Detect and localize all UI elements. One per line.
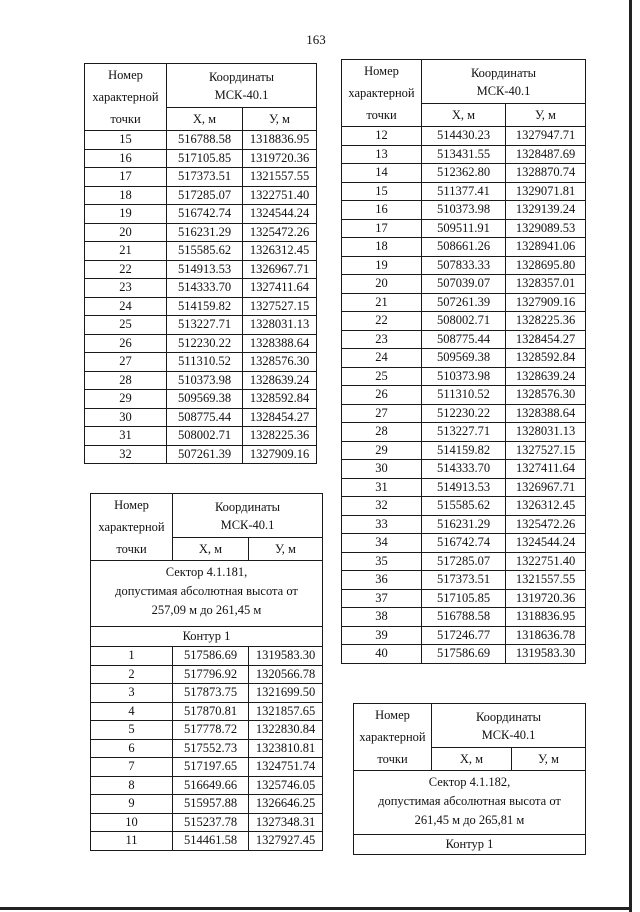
y-coordinate-cell: 1327411.64: [243, 279, 317, 298]
y-coordinate-cell: 1328031.13: [243, 316, 317, 335]
table-row: [342, 386, 586, 405]
y-coordinate-cell: 1327909.16: [506, 293, 586, 312]
point-number-header: Номер характерной точки: [85, 64, 167, 131]
x-coordinate-cell: 507261.39: [167, 445, 243, 464]
table-row: [342, 238, 586, 257]
coordinates-table-3: [341, 59, 586, 664]
table-row: [342, 571, 586, 590]
y-coordinate-cell: 1320566.78: [249, 665, 323, 684]
point-number-cell: 18: [342, 238, 422, 257]
x-coordinate-cell: 511310.52: [422, 386, 506, 405]
point-number-cell: 13: [342, 145, 422, 164]
y-coordinate-cell: 1329089.53: [506, 219, 586, 238]
y-coordinate-cell: 1321857.65: [249, 702, 323, 721]
y-coordinate-cell: 1328639.24: [506, 367, 586, 386]
table-row: [85, 223, 317, 242]
table-row: [91, 739, 323, 758]
y-coordinate-cell: 1319720.36: [506, 589, 586, 608]
table-row: [342, 164, 586, 183]
x-coordinate-cell: 508775.44: [167, 408, 243, 427]
table-row: [91, 813, 323, 832]
y-coordinate-cell: 1325746.05: [249, 776, 323, 795]
table-row: [91, 665, 323, 684]
point-number-cell: 33: [342, 515, 422, 534]
x-column-header: Х, м: [432, 748, 512, 771]
point-number-cell: 30: [85, 408, 167, 427]
x-coordinate-cell: 514913.53: [422, 478, 506, 497]
x-coordinate-cell: 516742.74: [422, 534, 506, 553]
coordinates-table-4: [353, 703, 586, 855]
point-number-cell: 22: [342, 312, 422, 331]
x-column-header: Х, м: [173, 538, 249, 561]
page-edge-bottom: [0, 907, 632, 910]
y-coordinate-cell: 1328225.36: [506, 312, 586, 331]
x-coordinate-cell: 517552.73: [173, 739, 249, 758]
table-row: [91, 702, 323, 721]
point-number-cell: 1: [91, 647, 173, 666]
point-number-cell: 21: [85, 242, 167, 261]
y-coordinate-cell: 1321557.55: [506, 571, 586, 590]
table-row: [342, 275, 586, 294]
table-row: [85, 242, 317, 261]
x-coordinate-cell: 517796.92: [173, 665, 249, 684]
x-coordinate-cell: 512230.22: [167, 334, 243, 353]
table-row: [342, 256, 586, 275]
point-number-cell: 37: [342, 589, 422, 608]
x-coordinate-cell: 512230.22: [422, 404, 506, 423]
table-row: [85, 445, 317, 464]
table-row: [342, 312, 586, 331]
y-column-header: У, м: [243, 108, 317, 131]
table-row: [91, 776, 323, 795]
x-coordinate-cell: 510373.98: [167, 371, 243, 390]
point-number-cell: 11: [91, 832, 173, 851]
x-coordinate-cell: 507261.39: [422, 293, 506, 312]
table-row: [342, 645, 586, 664]
y-coordinate-cell: 1318836.95: [243, 131, 317, 150]
x-coordinate-cell: 516231.29: [422, 515, 506, 534]
table-row: [91, 721, 323, 740]
x-coordinate-cell: 515585.62: [422, 497, 506, 516]
y-coordinate-cell: 1324751.74: [249, 758, 323, 777]
y-coordinate-cell: 1326312.45: [506, 497, 586, 516]
x-coordinate-cell: 515957.88: [173, 795, 249, 814]
point-number-cell: 26: [342, 386, 422, 405]
y-coordinate-cell: 1328870.74: [506, 164, 586, 183]
point-number-cell: 22: [85, 260, 167, 279]
x-coordinate-cell: 508002.71: [422, 312, 506, 331]
y-coordinate-cell: 1328576.30: [506, 386, 586, 405]
sector-description: Сектор 4.1.181, допустимая абсолютная высота от 257,09 м до 261,45 м: [91, 561, 323, 627]
x-coordinate-cell: 508775.44: [422, 330, 506, 349]
table-row: [342, 497, 586, 516]
point-number-cell: 24: [85, 297, 167, 316]
table-row: [342, 367, 586, 386]
x-coordinate-cell: 514333.70: [422, 460, 506, 479]
x-coordinate-cell: 516649.66: [173, 776, 249, 795]
point-number-cell: 27: [85, 353, 167, 372]
x-coordinate-cell: 517586.69: [422, 645, 506, 664]
table-row: [342, 589, 586, 608]
point-number-header: Номер характерной точки: [91, 494, 173, 561]
point-number-cell: 29: [85, 390, 167, 409]
point-number-cell: 25: [342, 367, 422, 386]
y-coordinate-cell: 1322751.40: [506, 552, 586, 571]
coordinates-table-2: [90, 493, 323, 851]
y-coordinate-cell: 1327927.45: [249, 832, 323, 851]
y-coordinate-cell: 1328639.24: [243, 371, 317, 390]
point-number-cell: 36: [342, 571, 422, 590]
point-number-cell: 18: [85, 186, 167, 205]
table-row: [342, 552, 586, 571]
x-coordinate-cell: 507039.07: [422, 275, 506, 294]
point-number-header: Номер характерной точки: [354, 704, 432, 771]
x-coordinate-cell: 517870.81: [173, 702, 249, 721]
y-coordinate-cell: 1328592.84: [243, 390, 317, 409]
y-coordinate-cell: 1323810.81: [249, 739, 323, 758]
point-number-header: Номер характерной точки: [342, 60, 422, 127]
coordinates-header: Координаты МСК-40.1: [422, 60, 586, 104]
point-number-cell: 23: [85, 279, 167, 298]
point-number-cell: 4: [91, 702, 173, 721]
table-row: [85, 316, 317, 335]
y-coordinate-cell: 1329139.24: [506, 201, 586, 220]
coordinates-header: Координаты МСК-40.1: [167, 64, 317, 108]
x-coordinate-cell: 508002.71: [167, 427, 243, 446]
y-coordinate-cell: 1327348.31: [249, 813, 323, 832]
y-column-header: У, м: [249, 538, 323, 561]
y-coordinate-cell: 1325472.26: [506, 515, 586, 534]
point-number-cell: 17: [85, 168, 167, 187]
point-number-cell: 3: [91, 684, 173, 703]
x-coordinate-cell: 514159.82: [167, 297, 243, 316]
page-edge-right: [629, 0, 632, 912]
y-coordinate-cell: 1324544.24: [243, 205, 317, 224]
coordinates-header: Координаты МСК-40.1: [173, 494, 323, 538]
y-coordinate-cell: 1328941.06: [506, 238, 586, 257]
table-row: [342, 330, 586, 349]
table-row: [85, 390, 317, 409]
table-row: [91, 758, 323, 777]
table-row: [91, 832, 323, 851]
x-coordinate-cell: 514333.70: [167, 279, 243, 298]
x-coordinate-cell: 516231.29: [167, 223, 243, 242]
y-coordinate-cell: 1325472.26: [243, 223, 317, 242]
table-row: [85, 353, 317, 372]
y-coordinate-cell: 1319583.30: [506, 645, 586, 664]
point-number-cell: 31: [342, 478, 422, 497]
point-number-cell: 2: [91, 665, 173, 684]
point-number-cell: 20: [85, 223, 167, 242]
page-number: 163: [306, 32, 326, 47]
x-coordinate-cell: 509569.38: [167, 390, 243, 409]
point-number-cell: 14: [342, 164, 422, 183]
y-coordinate-cell: 1328454.27: [506, 330, 586, 349]
x-coordinate-cell: 517373.51: [422, 571, 506, 590]
table-row: [342, 182, 586, 201]
contour-label: Контур 1: [91, 627, 323, 647]
y-coordinate-cell: 1328487.69: [506, 145, 586, 164]
x-coordinate-cell: 516742.74: [167, 205, 243, 224]
point-number-cell: 19: [342, 256, 422, 275]
x-coordinate-cell: 509569.38: [422, 349, 506, 368]
y-column-header: У, м: [506, 104, 586, 127]
y-coordinate-cell: 1328388.64: [243, 334, 317, 353]
x-coordinate-cell: 517105.85: [422, 589, 506, 608]
sector-description: Сектор 4.1.182, допустимая абсолютная высота от 261,45 м до 265,81 м: [354, 771, 586, 835]
table-row: [342, 608, 586, 627]
table-row: [342, 423, 586, 442]
table-row: [342, 478, 586, 497]
x-coordinate-cell: 515585.62: [167, 242, 243, 261]
point-number-cell: 26: [85, 334, 167, 353]
table-row: [85, 334, 317, 353]
point-number-cell: 16: [85, 149, 167, 168]
y-coordinate-cell: 1324544.24: [506, 534, 586, 553]
point-number-cell: 6: [91, 739, 173, 758]
table-row: [342, 127, 586, 146]
y-coordinate-cell: 1326967.71: [243, 260, 317, 279]
x-coordinate-cell: 517873.75: [173, 684, 249, 703]
point-number-cell: 38: [342, 608, 422, 627]
y-coordinate-cell: 1319720.36: [243, 149, 317, 168]
table-row: [91, 795, 323, 814]
y-coordinate-cell: 1321699.50: [249, 684, 323, 703]
table-row: [85, 279, 317, 298]
point-number-cell: 10: [91, 813, 173, 832]
x-coordinate-cell: 515237.78: [173, 813, 249, 832]
y-coordinate-cell: 1318636.78: [506, 626, 586, 645]
coordinates-table-1: [84, 63, 317, 464]
point-number-cell: 29: [342, 441, 422, 460]
y-coordinate-cell: 1326312.45: [243, 242, 317, 261]
y-coordinate-cell: 1328225.36: [243, 427, 317, 446]
point-number-cell: 8: [91, 776, 173, 795]
point-number-cell: 7: [91, 758, 173, 777]
y-coordinate-cell: 1326967.71: [506, 478, 586, 497]
table-row: [85, 205, 317, 224]
y-coordinate-cell: 1327947.71: [506, 127, 586, 146]
point-number-cell: 21: [342, 293, 422, 312]
x-coordinate-cell: 513227.71: [167, 316, 243, 335]
y-coordinate-cell: 1322830.84: [249, 721, 323, 740]
x-coordinate-cell: 509511.91: [422, 219, 506, 238]
table-row: [85, 297, 317, 316]
x-coordinate-cell: 517285.07: [167, 186, 243, 205]
x-coordinate-cell: 517778.72: [173, 721, 249, 740]
table-row: [342, 404, 586, 423]
point-number-cell: 31: [85, 427, 167, 446]
x-coordinate-cell: 517105.85: [167, 149, 243, 168]
x-coordinate-cell: 517586.69: [173, 647, 249, 666]
x-coordinate-cell: 514913.53: [167, 260, 243, 279]
table-row: [85, 371, 317, 390]
x-coordinate-cell: 508661.26: [422, 238, 506, 257]
point-number-cell: 24: [342, 349, 422, 368]
point-number-cell: 40: [342, 645, 422, 664]
table-row: [91, 647, 323, 666]
table-row: [342, 626, 586, 645]
table-row: [342, 349, 586, 368]
point-number-cell: 5: [91, 721, 173, 740]
table-row: [85, 408, 317, 427]
point-number-cell: 28: [85, 371, 167, 390]
point-number-cell: 34: [342, 534, 422, 553]
y-coordinate-cell: 1328454.27: [243, 408, 317, 427]
x-column-header: Х, м: [422, 104, 506, 127]
point-number-cell: 30: [342, 460, 422, 479]
table-row: [85, 168, 317, 187]
point-number-cell: 9: [91, 795, 173, 814]
contour-label: Контур 1: [354, 835, 586, 855]
point-number-cell: 16: [342, 201, 422, 220]
x-coordinate-cell: 514461.58: [173, 832, 249, 851]
y-coordinate-cell: 1319583.30: [249, 647, 323, 666]
x-coordinate-cell: 512362.80: [422, 164, 506, 183]
x-coordinate-cell: 517285.07: [422, 552, 506, 571]
y-coordinate-cell: 1327527.15: [506, 441, 586, 460]
point-number-cell: 20: [342, 275, 422, 294]
point-number-cell: 19: [85, 205, 167, 224]
point-number-cell: 12: [342, 127, 422, 146]
y-coordinate-cell: 1321557.55: [243, 168, 317, 187]
x-coordinate-cell: 517373.51: [167, 168, 243, 187]
y-coordinate-cell: 1318836.95: [506, 608, 586, 627]
x-coordinate-cell: 514159.82: [422, 441, 506, 460]
x-coordinate-cell: 513227.71: [422, 423, 506, 442]
table-row: [342, 515, 586, 534]
y-coordinate-cell: 1328031.13: [506, 423, 586, 442]
y-coordinate-cell: 1329071.81: [506, 182, 586, 201]
x-coordinate-cell: 517197.65: [173, 758, 249, 777]
y-coordinate-cell: 1328592.84: [506, 349, 586, 368]
y-coordinate-cell: 1322751.40: [243, 186, 317, 205]
point-number-cell: 15: [342, 182, 422, 201]
table-row: [342, 441, 586, 460]
y-column-header: У, м: [512, 748, 586, 771]
table-row: [85, 186, 317, 205]
x-coordinate-cell: 511310.52: [167, 353, 243, 372]
y-coordinate-cell: 1327527.15: [243, 297, 317, 316]
table-row: [342, 460, 586, 479]
table-row: [342, 219, 586, 238]
table-row: [85, 149, 317, 168]
x-coordinate-cell: 516788.58: [422, 608, 506, 627]
table-row: [91, 684, 323, 703]
x-coordinate-cell: 510373.98: [422, 201, 506, 220]
point-number-cell: 32: [342, 497, 422, 516]
point-number-cell: 23: [342, 330, 422, 349]
point-number-cell: 17: [342, 219, 422, 238]
x-coordinate-cell: 511377.41: [422, 182, 506, 201]
x-coordinate-cell: 514430.23: [422, 127, 506, 146]
x-coordinate-cell: 517246.77: [422, 626, 506, 645]
coordinates-header: Координаты МСК-40.1: [432, 704, 586, 748]
x-column-header: Х, м: [167, 108, 243, 131]
y-coordinate-cell: 1328695.80: [506, 256, 586, 275]
y-coordinate-cell: 1326646.25: [249, 795, 323, 814]
table-row: [85, 427, 317, 446]
table-row: [342, 293, 586, 312]
point-number-cell: 35: [342, 552, 422, 571]
table-row: [342, 201, 586, 220]
point-number-cell: 15: [85, 131, 167, 150]
point-number-cell: 25: [85, 316, 167, 335]
y-coordinate-cell: 1327411.64: [506, 460, 586, 479]
y-coordinate-cell: 1328357.01: [506, 275, 586, 294]
point-number-cell: 28: [342, 423, 422, 442]
y-coordinate-cell: 1328388.64: [506, 404, 586, 423]
y-coordinate-cell: 1328576.30: [243, 353, 317, 372]
table-row: [342, 145, 586, 164]
point-number-cell: 39: [342, 626, 422, 645]
table-row: [342, 534, 586, 553]
x-coordinate-cell: 516788.58: [167, 131, 243, 150]
table-row: [85, 260, 317, 279]
point-number-cell: 32: [85, 445, 167, 464]
point-number-cell: 27: [342, 404, 422, 423]
table-row: [85, 131, 317, 150]
x-coordinate-cell: 507833.33: [422, 256, 506, 275]
x-coordinate-cell: 510373.98: [422, 367, 506, 386]
y-coordinate-cell: 1327909.16: [243, 445, 317, 464]
x-coordinate-cell: 513431.55: [422, 145, 506, 164]
